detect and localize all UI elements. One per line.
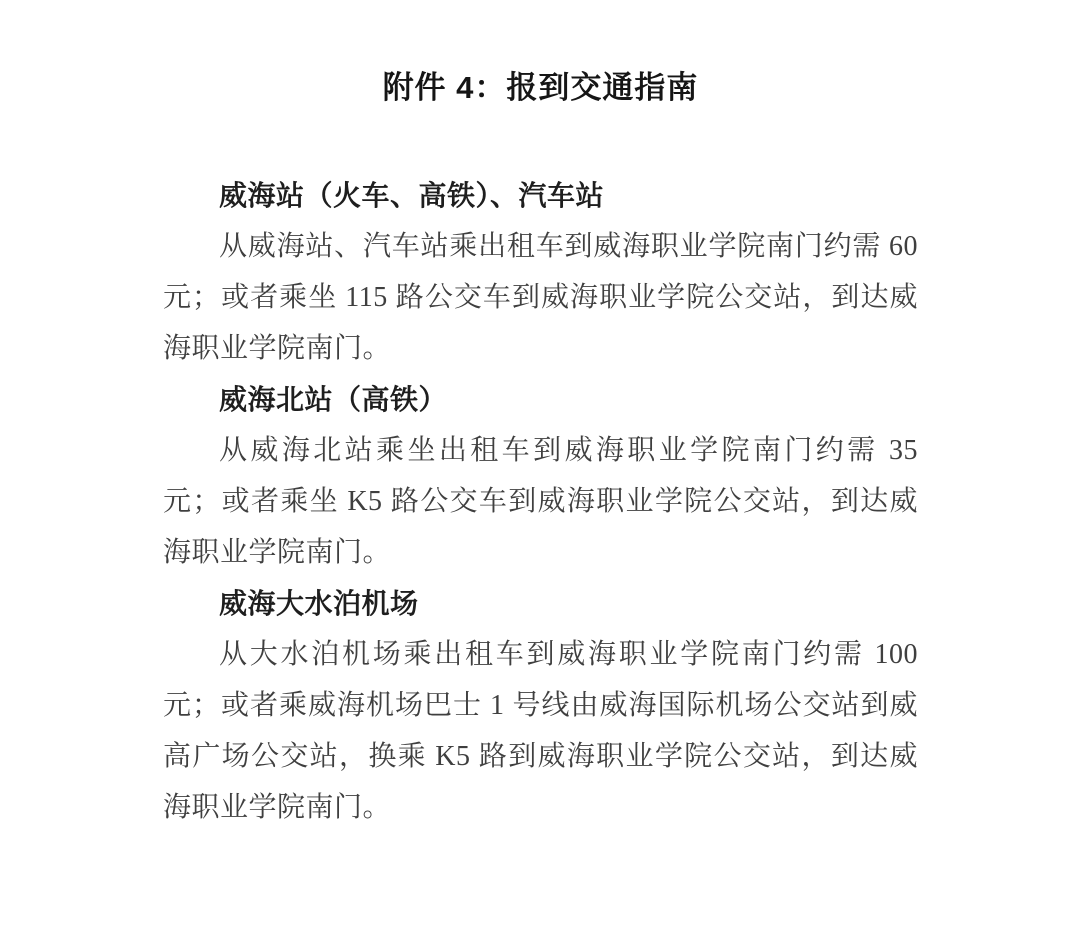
section-paragraph-dashuipo-airport: 从大水泊机场乘出租车到威海职业学院南门约需 100 元；或者乘威海机场巴士 1 号线由威海国际机场公交站到威高广场公交站，换乘 K5 路到威海职业学院公交站，到达威海职业学院南门。 [163,639,918,823]
section-paragraph-weihai-station: 从威海站、汽车站乘出租车到威海职业学院南门约需 60 元；或者乘坐 115 路公交车到威海职业学院公交站，到达威海职业学院南门。 [163,231,918,364]
document-title: 附件 4：报到交通指南 [382,70,699,105]
section-heading-weihai-station: 威海站（火车、高铁）、汽车站 [219,180,605,211]
section-heading-weihai-north-station: 威海北站（高铁） [219,384,448,415]
section-dashuipo-airport [163,578,918,833]
section-weihai-station [163,170,918,374]
section-heading-dashuipo-airport: 威海大水泊机场 [219,588,419,619]
section-paragraph-weihai-north-station: 从威海北站乘坐出租车到威海职业学院南门约需 35 元；或者乘坐 K5 路公交车到威海职业学院公交站，到达威海职业学院南门。 [163,435,918,568]
section-weihai-north-station [163,374,918,578]
